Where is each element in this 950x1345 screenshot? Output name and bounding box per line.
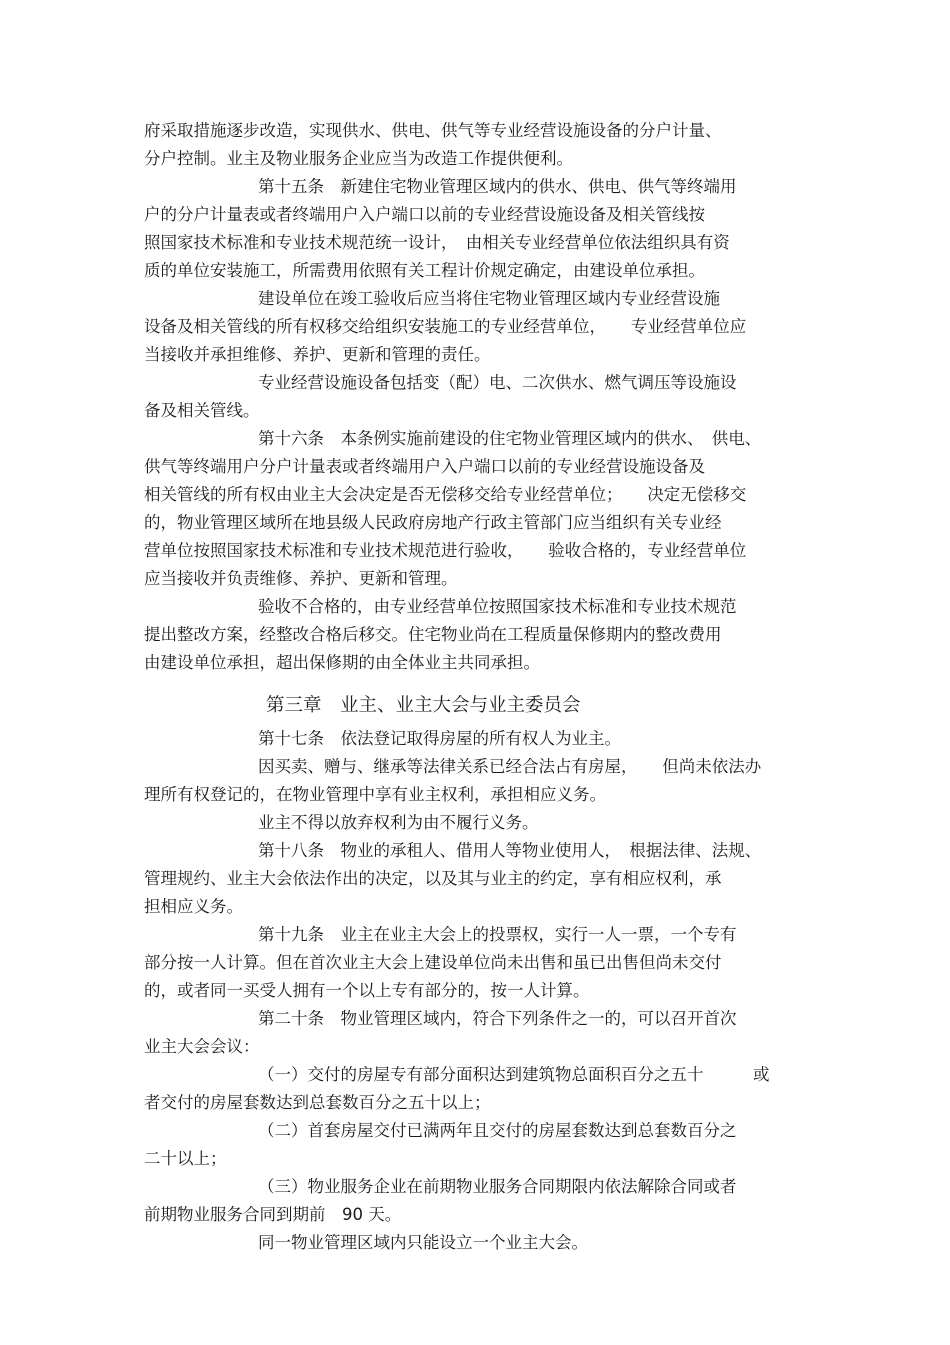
text-line: 管理规约、业主大会依法作出的决定，以及其与业主的约定，享有相应权利，承 bbox=[144, 869, 722, 888]
text-line: 户的分户计量表或者终端用户入户端口以前的专业经营设施设备及相关管线按 bbox=[144, 205, 705, 224]
text-line: 理所有权登记的，在物业管理中享有业主权利，承担相应义务。 bbox=[144, 785, 606, 804]
text-line: 业主不得以放弃权利为由不履行义务。 bbox=[258, 813, 539, 832]
text-line: 营单位按照国家技术标准和专业技术规范进行验收， 验收合格的，专业经营单位 bbox=[144, 541, 747, 560]
list-item-1: （一）交付的房屋专有部分面积达到建筑物总面积百分之五十 或 bbox=[258, 1065, 770, 1084]
text-line: 由建设单位承担，超出保修期的由全体业主共同承担。 bbox=[144, 653, 540, 672]
text-line: 二十以上； bbox=[144, 1149, 227, 1168]
text-line: 业主大会会议： bbox=[144, 1037, 260, 1056]
text-line: 分户控制。业主及物业服务企业应当为改造工作提供便利。 bbox=[144, 149, 573, 168]
text-line: 相关管线的所有权由业主大会决定是否无偿移交给专业经营单位； 决定无偿移交 bbox=[144, 485, 747, 504]
text-line: 照国家技术标准和专业技术规范统一设计， 由相关专业经营单位依法组织具有资 bbox=[144, 233, 730, 252]
text-line: 质的单位安装施工，所需费用依照有关工程计价规定确定，由建设单位承担。 bbox=[144, 261, 705, 280]
article-17-heading-line: 第十七条 依法登记取得房屋的所有权人为业主。 bbox=[258, 729, 621, 748]
text-line: 者交付的房屋套数达到总套数百分之五十以上； bbox=[144, 1093, 491, 1112]
text-line: 府采取措施逐步改造，实现供水、供电、供气等专业经营设施设备的分户计量、 bbox=[144, 121, 722, 140]
text-line: 供气等终端用户分户计量表或者终端用户入户端口以前的专业经营设施设备及 bbox=[144, 457, 705, 476]
list-item-2: （二）首套房屋交付已满两年且交付的房屋套数达到总套数百分之 bbox=[258, 1121, 737, 1140]
text-line: 部分按一人计算。但在首次业主大会上建设单位尚未出售和虽已出售但尚未交付 bbox=[144, 953, 722, 972]
list-item-3: （三）物业服务企业在前期物业服务合同期限内依法解除合同或者 bbox=[258, 1177, 737, 1196]
text-line: 应当接收并负责维修、养护、更新和管理。 bbox=[144, 569, 458, 588]
text-line: 提出整改方案，经整改合格后移交。住宅物业尚在工程质量保修期内的整改费用 bbox=[144, 625, 722, 644]
text-line: 的，或者同一买受人拥有一个以上专有部分的，按一人计算。 bbox=[144, 981, 590, 1000]
text-line: 当接收并承担维修、养护、更新和管理的责任。 bbox=[144, 345, 491, 364]
text-line: 的，物业管理区域所在地县级人民政府房地产行政主管部门应当组织有关专业经 bbox=[144, 513, 722, 532]
article-16-heading-line: 第十六条 本条例实施前建设的住宅物业管理区域内的供水、 供电、 bbox=[258, 429, 762, 448]
text-line: 备及相关管线。 bbox=[144, 401, 260, 420]
text-line: 因买卖、赠与、继承等法律关系已经合法占有房屋， 但尚未依法办 bbox=[258, 757, 762, 776]
text-line: 验收不合格的，由专业经营单位按照国家技术标准和专业技术规范 bbox=[258, 597, 737, 616]
text-line: 设备及相关管线的所有权移交给组织安装施工的专业经营单位， 专业经营单位应 bbox=[144, 317, 747, 336]
text-line: 同一物业管理区域内只能设立一个业主大会。 bbox=[258, 1233, 588, 1252]
article-19-heading-line: 第十九条 业主在业主大会上的投票权，实行一人一票，一个专有 bbox=[258, 925, 737, 944]
article-15-heading-line: 第十五条 新建住宅物业管理区域内的供水、供电、供气等终端用 bbox=[258, 177, 737, 196]
article-18-heading-line: 第十八条 物业的承租人、借用人等物业使用人， 根据法律、法规、 bbox=[258, 841, 762, 860]
chapter-3-heading: 第三章 业主、业主大会与业主委员会 bbox=[266, 695, 581, 716]
text-line: 担相应义务。 bbox=[144, 897, 243, 916]
text-line: 建设单位在竣工验收后应当将住宅物业管理区域内专业经营设施 bbox=[258, 289, 720, 308]
text-line: 前期物业服务合同到期前 90 天。 bbox=[144, 1205, 402, 1224]
article-20-heading-line: 第二十条 物业管理区域内，符合下列条件之一的，可以召开首次 bbox=[258, 1009, 737, 1028]
text-line: 专业经营设施设备包括变（配）电、二次供水、燃气调压等设施设 bbox=[258, 373, 737, 392]
